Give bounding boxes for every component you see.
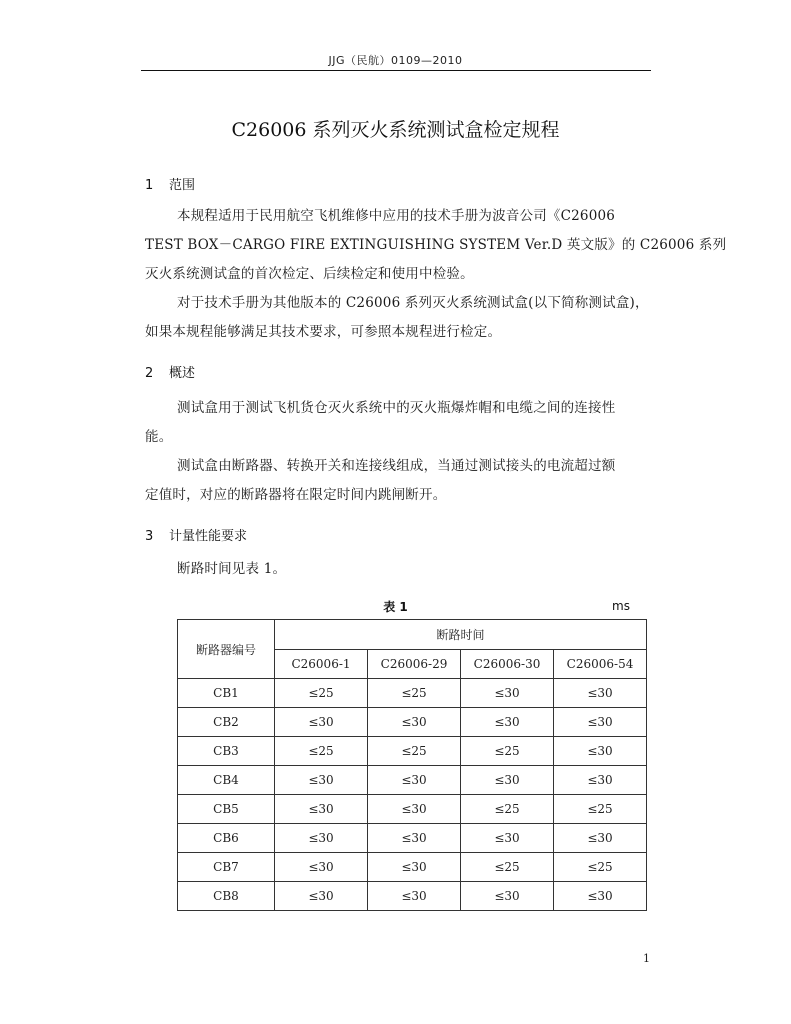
overview-paragraph-1 bbox=[145, 394, 650, 452]
value-cell: ≤30 bbox=[368, 882, 461, 911]
breaker-id-cell: CB3 bbox=[178, 737, 275, 766]
value-cell: ≤25 bbox=[461, 853, 554, 882]
value-cell: ≤25 bbox=[368, 737, 461, 766]
breaker-id-cell: CB6 bbox=[178, 824, 275, 853]
value-cell: ≤30 bbox=[554, 882, 647, 911]
value-cell: ≤30 bbox=[275, 824, 368, 853]
section-title: 范围 bbox=[169, 178, 196, 193]
value-cell: ≤30 bbox=[554, 708, 647, 737]
text-line: 如果本规程能够满足其技术要求，可参照本规程进行检定。 bbox=[145, 324, 502, 340]
section-number: 2 bbox=[145, 366, 154, 381]
value-cell: ≤30 bbox=[554, 737, 647, 766]
value-cell: ≤30 bbox=[461, 824, 554, 853]
value-cell: ≤30 bbox=[554, 679, 647, 708]
table-unit: ms bbox=[612, 599, 630, 613]
table-row bbox=[178, 737, 647, 766]
column-header-cell: C26006-29 bbox=[368, 650, 461, 679]
header-rule bbox=[141, 70, 651, 71]
value-cell: ≤30 bbox=[368, 766, 461, 795]
value-cell: ≤30 bbox=[275, 853, 368, 882]
value-cell: ≤30 bbox=[368, 795, 461, 824]
group-header-cell: 断路时间 bbox=[275, 620, 647, 650]
row-header-cell: 断路器编号 bbox=[178, 620, 275, 679]
scope-paragraph-1 bbox=[145, 202, 727, 289]
column-header-cell: C26006-30 bbox=[461, 650, 554, 679]
text-line: 灭火系统测试盒的首次检定、后续检定和使用中检验。 bbox=[145, 266, 474, 282]
value-cell: ≤30 bbox=[368, 824, 461, 853]
section-title: 概述 bbox=[169, 366, 196, 381]
value-cell: ≤25 bbox=[461, 737, 554, 766]
breaker-id-cell: CB2 bbox=[178, 708, 275, 737]
overview-paragraph-2 bbox=[145, 452, 650, 510]
table-row bbox=[178, 882, 647, 911]
value-cell: ≤30 bbox=[275, 708, 368, 737]
value-cell: ≤25 bbox=[275, 737, 368, 766]
value-cell: ≤25 bbox=[554, 795, 647, 824]
value-cell: ≤25 bbox=[554, 853, 647, 882]
scope-paragraph-2 bbox=[145, 289, 650, 347]
table-row bbox=[178, 824, 647, 853]
value-cell: ≤30 bbox=[461, 766, 554, 795]
breaker-id-cell: CB8 bbox=[178, 882, 275, 911]
text-line: 定值时，对应的断路器将在限定时间内跳闸断开。 bbox=[145, 487, 447, 503]
page-number: 1 bbox=[643, 952, 650, 965]
text-line: 测试盒由断路器、转换开关和连接线组成，当通过测试接头的电流超过额 bbox=[177, 458, 616, 474]
table-row bbox=[178, 795, 647, 824]
table-row bbox=[178, 679, 647, 708]
breaker-id-cell: CB5 bbox=[178, 795, 275, 824]
breaker-id-cell: CB1 bbox=[178, 679, 275, 708]
breaker-time-table bbox=[177, 619, 647, 911]
document-code: JJG（民航）0109—2010 bbox=[328, 54, 463, 67]
value-cell: ≤30 bbox=[461, 882, 554, 911]
value-cell: ≤30 bbox=[275, 766, 368, 795]
value-cell: ≤25 bbox=[461, 795, 554, 824]
text-line: 能。 bbox=[145, 429, 173, 445]
value-cell: ≤25 bbox=[275, 679, 368, 708]
value-cell: ≤30 bbox=[275, 795, 368, 824]
value-cell: ≤30 bbox=[368, 708, 461, 737]
value-cell: ≤30 bbox=[554, 824, 647, 853]
text-line: 本规程适用于民用航空飞机维修中应用的技术手册为波音公司《C26006 bbox=[177, 208, 616, 224]
table-row bbox=[178, 766, 647, 795]
column-header-cell: C26006-54 bbox=[554, 650, 647, 679]
section-title: 计量性能要求 bbox=[169, 529, 248, 544]
text-line: 断路时间见表 1。 bbox=[177, 561, 287, 577]
text-line: 对于技术手册为其他版本的 C26006 系列灭火系统测试盒(以下简称测试盒)， bbox=[177, 295, 649, 311]
value-cell: ≤30 bbox=[368, 853, 461, 882]
text-line: 测试盒用于测试飞机货仓灭火系统中的灭火瓶爆炸帽和电缆之间的连接性 bbox=[177, 400, 616, 416]
table-row bbox=[178, 708, 647, 737]
metrology-paragraph-1 bbox=[145, 555, 650, 584]
section-number: 3 bbox=[145, 529, 154, 544]
document-title: C26006 系列灭火系统测试盒检定规程 bbox=[231, 119, 560, 141]
value-cell: ≤30 bbox=[461, 708, 554, 737]
value-cell: ≤30 bbox=[461, 679, 554, 708]
breaker-id-cell: CB4 bbox=[178, 766, 275, 795]
table-row bbox=[178, 853, 647, 882]
table-caption: 表 1 bbox=[383, 600, 408, 614]
text-line: TEST BOX－CARGO FIRE EXTINGUISHING SYSTEM Ver.D 英文版》的 C26006 系列 bbox=[145, 237, 727, 253]
section-heading-overview bbox=[145, 362, 195, 381]
column-header-cell: C26006-1 bbox=[275, 650, 368, 679]
value-cell: ≤30 bbox=[554, 766, 647, 795]
section-heading-scope bbox=[145, 174, 195, 193]
value-cell: ≤25 bbox=[368, 679, 461, 708]
section-number: 1 bbox=[145, 178, 154, 193]
section-heading-metrology bbox=[145, 525, 247, 544]
value-cell: ≤30 bbox=[275, 882, 368, 911]
breaker-id-cell: CB7 bbox=[178, 853, 275, 882]
